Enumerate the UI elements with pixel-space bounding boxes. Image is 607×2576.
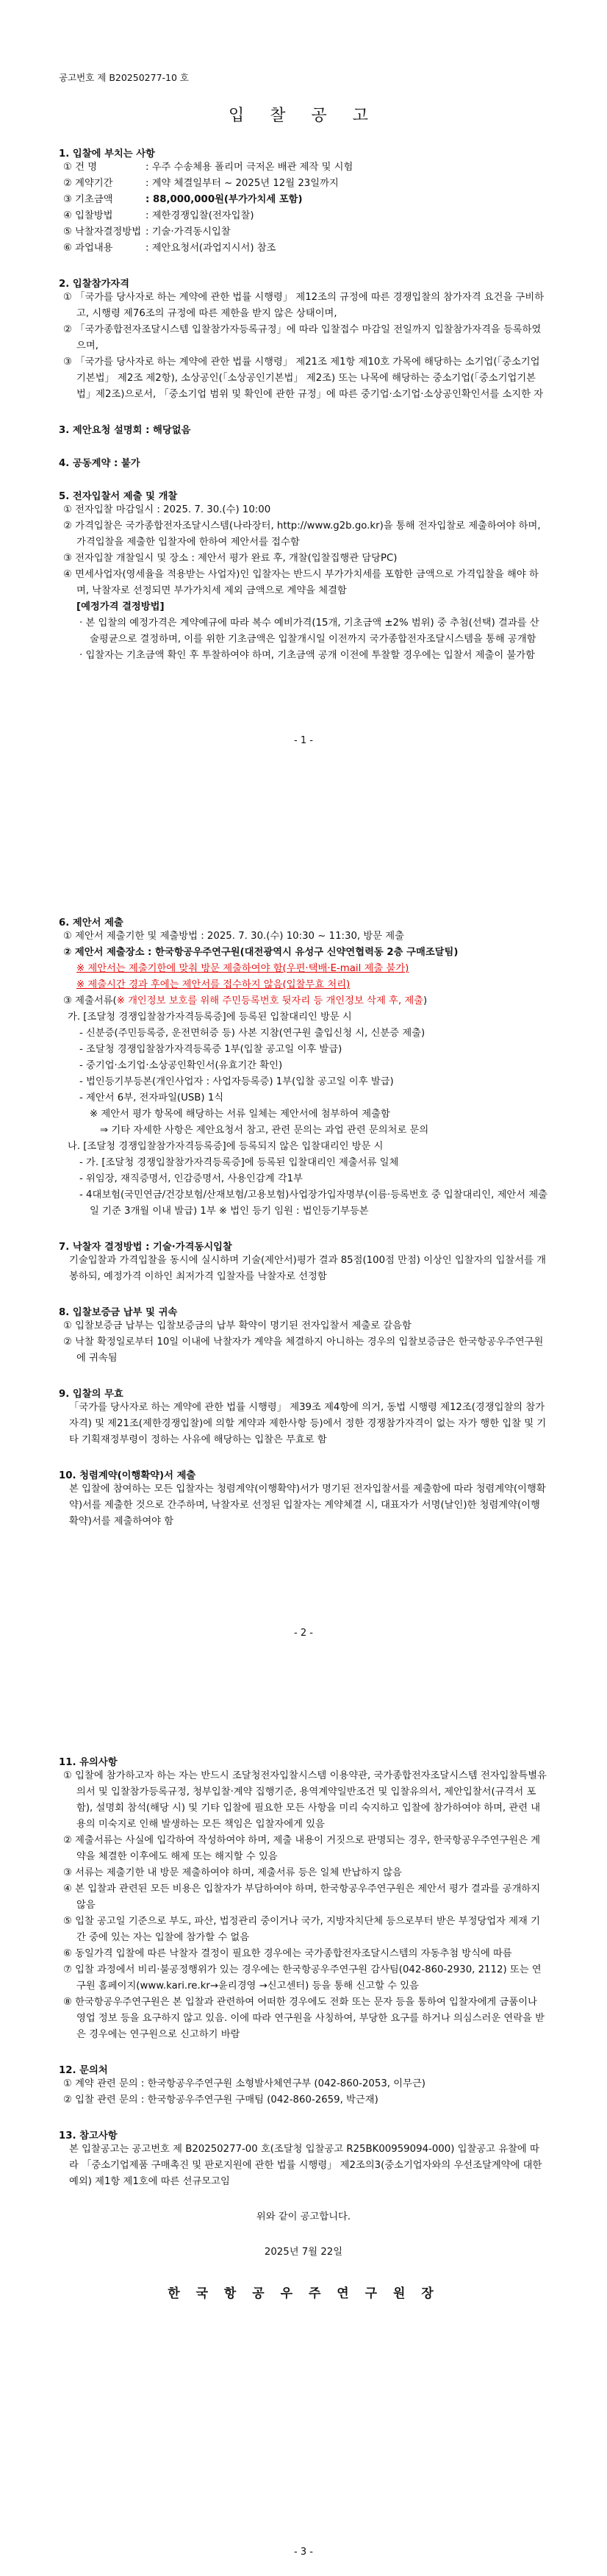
- predef-item: · 본 입찰의 예정가격은 계약예규에 따라 복수 예비가격(15개, 기초금액 ±2% 범위) 중 추첨(선택) 결과를 산술평균으로 결정하며, 이를 위한 기초금액은 입찰개시일 이전까지 국가종합전자조달시스템을 통해 공개함: [79, 618, 539, 645]
- section-6-title: 6. 제안서 제출: [59, 917, 123, 929]
- signer: 한 국 항 공 우 주 연 구 원 장: [168, 2286, 439, 2301]
- page-3: [0, 1720, 607, 2576]
- s6-ga-item: - 법인등기부등본(개인사업자 : 사업자등록증) 1부(입찰 공고일 이후 발급): [79, 1076, 394, 1087]
- page-number: - 3 -: [294, 2547, 313, 2558]
- s5-item: ① 전자입찰 마감일시 : 2025. 7. 30.(수) 10:00: [63, 504, 271, 515]
- s1-item: ⑤ 낙찰자결정방법 : 기술·가격동시입찰: [63, 226, 231, 237]
- section-13-text: 본 입찰공고는 공고번호 제 B20250277-00 호(조달청 입찰공고 R25BK00959094-000) 입찰공고 유찰에 따라 「중소기업제품 구매촉진 및 판로지원에 관한 법률 시행령」 제2조의3(중소기업자와의 우선조달계약에 대한 예외) 제1항 제1호에 따른 선규모고임: [69, 2144, 542, 2187]
- s6-ga-item: - 중기업·소기업·소상공인확인서(유효기간 확인): [79, 1060, 283, 1071]
- section-8-title: 8. 입찰보증금 납부 및 귀속: [59, 1307, 178, 1318]
- section-11-title: 11. 유의사항: [59, 1757, 118, 1768]
- s1-item: ④ 입찰방법 : 제한경쟁입찰(전자입찰): [63, 210, 254, 221]
- s12-item: ② 입찰 관련 문의 : 한국항공우주연구원 구매팀 (042-860-2659, 박근재): [63, 2094, 378, 2105]
- section-11: [59, 1754, 548, 2043]
- section-6: [59, 915, 548, 1220]
- page-3-content: [59, 1754, 548, 2301]
- page-number: - 1 -: [294, 735, 313, 746]
- closing-date: 2025년 7월 22일: [264, 2247, 343, 2258]
- s11-item: ② 제출서류는 사실에 입각하여 작성하여야 하며, 제출 내용이 거짓으로 판명되는 경우, 한국항공우주연구원은 계약을 체결한 이후에도 해제 또는 해지할 수 있음: [63, 1835, 541, 1862]
- s6-ga-note: ※ 제안서 평가 항목에 해당하는 서류 일체는 제안서에 첨부하여 제출함: [90, 1109, 390, 1120]
- s6-ga-item: - 조달청 경쟁입찰참가자격등록증 1부(입찰 공고일 이후 발급): [79, 1044, 342, 1055]
- s6-ga-item: - 신분증(주민등록증, 운전면허증 등) 사본 지참(연구원 출입신청 시, 신분증 제출): [79, 1028, 425, 1039]
- page-number: - 2 -: [294, 1628, 313, 1639]
- section-4: [59, 455, 548, 469]
- s2-item: ② 「국가종합전자조달시스템 입찰참가자등록규정」에 따라 입찰접수 마감일 전일까지 입찰참가자격을 등록하였으며,: [63, 324, 542, 351]
- notice-number: 공고번호 제 B20250277-10 호: [59, 72, 189, 83]
- s6-note: ※ 제출시간 경과 후에는 제안서를 접수하지 않음(입찰무효 처리): [76, 979, 351, 990]
- s6-na-item: - 위임장, 재직증명서, 인감증명서, 사용인감계 각1부: [79, 1173, 303, 1184]
- s11-item: ⑥ 동일가격 입찰에 따른 낙찰자 결정이 필요한 경우에는 국가종합전자조달시스템의 자동추첨 방식에 따름: [63, 1948, 512, 1959]
- page-1: [0, 0, 607, 867]
- page-1-content: [59, 146, 548, 664]
- s6-item: ③ 제출서류(※ 개인정보 보호를 위해 주민등록번호 뒷자리 등 개인정보 삭제 후, 제출): [63, 995, 428, 1006]
- section-7: [59, 1239, 548, 1285]
- section-1: [59, 146, 548, 257]
- section-9-text: 「국가를 당사자로 하는 계약에 관한 법률 시행령」 제39조 제4항에 의거, 동법 시행령 제12조(경쟁입찰의 참가자격) 및 제21조(제한경쟁입찰)에 의할 계약과 제한사항 등)에서 정한 경쟁참가자격이 없는 자가 행한 입찰 및 기타 기획재정부령이 정하는 사유에 해당하는 입찰은 무효로 함: [69, 1402, 547, 1445]
- section-5-title: 5. 전자입찰서 제출 및 개찰: [59, 491, 178, 502]
- section-13: [59, 2128, 548, 2190]
- section-2: [59, 276, 548, 403]
- s1-item: ③ 기초금액 : 88,000,000원(부가가치세 포함): [63, 194, 303, 205]
- section-10: [59, 1467, 548, 1530]
- section-12: [59, 2062, 548, 2108]
- section-9: [59, 1386, 548, 1448]
- s1-item: ⑥ 과업내용 : 제안요청서(과업지시서) 참조: [63, 243, 276, 254]
- document-title: 입 찰 공 고: [229, 107, 378, 125]
- s11-item: ④ 본 입찰과 관련된 모든 비용은 입찰자가 부담하여야 하며, 한국항공우주연구원은 제안서 평가 결과를 공개하지 않음: [63, 1883, 541, 1911]
- section-2-title: 2. 입찰참가자격: [59, 279, 130, 290]
- s11-item: ⑧ 한국항공우주연구원은 본 입찰과 관련하여 어떠한 경우에도 전화 또는 문자 등을 통하여 입찰자에게 금품이나 영업 정보 등을 요구하지 않고 있음. 이에 따라 연구원을 사칭하여, 부당한 요구를 하거나 의심스러운 연락을 받은 경우에는 연구원으로 신고하기 바람: [63, 1997, 545, 2040]
- section-9-title: 9. 입찰의 무효: [59, 1389, 123, 1400]
- section-7-text: 기술입찰과 가격입찰을 동시에 실시하며 기술(제안서)평가 결과 85점(100점 만점) 이상인 입찰자의 입찰서를 개봉하되, 예정가격 이하인 최저가격 입찰자를 낙찰자로 선정함: [69, 1255, 547, 1282]
- section-7-title: 7. 낙찰자 결정방법 : 기술·가격동시입찰: [59, 1242, 232, 1253]
- s6-sub-ga: 가. [조달청 경쟁입찰참가자격등록증]에 등록된 입찰대리인 방문 시: [68, 1012, 352, 1023]
- closing-phrase: 위와 같이 공고합니다.: [256, 2211, 351, 2222]
- section-10-title: 10. 청렴계약(이행확약)서 제출: [59, 1470, 196, 1481]
- section-12-title: 12. 문의처: [59, 2065, 108, 2076]
- s2-item: ① 「국가를 당사자로 하는 계약에 관한 법률 시행령」 제12조의 규정에 따른 경쟁입찰의 참가자격 요건을 구비하고, 시행령 제76조의 규정에 따른 제한을 받지 않은 상태이며,: [63, 292, 545, 319]
- s6-note: ※ 제안서는 제출기한에 맞춰 방문 제출하여야 함(우편·택배·E-mail 제출 불가): [76, 963, 409, 974]
- s6-ga-note: ⇒ 기타 자세한 사항은 제안요청서 참고, 관련 문의는 과업 관련 문의처로 문의: [100, 1125, 429, 1136]
- s11-item: ⑦ 입찰 과정에서 비리·불공정행위가 있는 경우에는 한국항공우주연구원 감사팀(042-860-2930, 2112) 또는 연구원 홈페이지(www.kari.re.kr→윤리경영 →신고센터) 등을 통해 신고할 수 있음: [63, 1964, 542, 1992]
- section-10-text: 본 입찰에 참여하는 모든 입찰자는 청렴계약(이행확약)서가 명기된 전자입찰서를 제출함에 따라 청렴계약(이행확약)서를 제출한 것으로 간주하며, 낙찰자로 선정된 입찰자는 계약체결 시, 대표자가 서명(날인)한 청렴계약(이행확약)서를 제출하여야 함: [69, 1484, 546, 1527]
- s11-item: ③ 서류는 제출기한 내 방문 제출하여야 하며, 제출서류 등은 일체 반납하지 않음: [63, 1867, 402, 1878]
- section-5: [59, 488, 548, 664]
- section-8: [59, 1304, 548, 1367]
- s5-item: ④ 면세사업자(영세율을 적용받는 사업자)인 입찰자는 반드시 부가가치세를 포함한 금액으로 가격입찰을 해야 하며, 낙찰자로 선정되면 부가가치세 제외 금액으로 계약을 체결함: [63, 569, 539, 596]
- s6-item: ① 제안서 제출기한 및 제출방법 : 2025. 7. 30.(수) 10:30 ~ 11:30, 방문 제출: [63, 931, 404, 942]
- s6-ga-item: - 제안서 6부, 전자파일(USB) 1식: [79, 1092, 224, 1103]
- s12-item: ① 계약 관련 문의 : 한국항공우주연구원 소형발사체연구부 (042-860-2053, 이무근): [63, 2078, 425, 2089]
- section-13-title: 13. 참고사항: [59, 2130, 118, 2142]
- s1-item: ① 건 명 : 우주 수송체용 폴리머 극저온 배관 제작 및 시험: [63, 162, 353, 173]
- page-2: [0, 867, 607, 1720]
- s2-item: ③ 「국가를 당사자로 하는 계약에 관한 법률 시행령」 제21조 제1항 제10호 가목에 해당하는 소기업(「중소기업기본법」 제2조 제2항), 소상공인(「소상공인기본법」 제2조) 또는 나목에 해당하는 중소기업(「중소기업기본법」제2조)으로서, 「중소기업 범위 및 확인에 관한 규정」에 따른 중기업·소기업·소상공인확인서를 소지한 자: [63, 357, 544, 400]
- s6-item: ② 제안서 제출장소 : 한국항공우주연구원(대전광역시 유성구 신약연협력동 2층 구매조달팀): [63, 947, 459, 958]
- predef-title: [예정가격 결정방법]: [76, 601, 165, 612]
- s5-item: ③ 전자입찰 개찰일시 및 장소 : 제안서 평가 완료 후, 개찰(입찰집행관 담당PC): [63, 553, 398, 564]
- s6-na-item: - 4대보험(국민연금/건강보험/산재보험/고용보험)사업장가입자명부(이름·등록번호 중 입찰대리인, 제안서 제출일 기준 3개월 이내 발급) 1부 ※ 법인 등기 임원 : 법인등기부등본: [79, 1189, 548, 1217]
- predef-item: · 입찰자는 기초금액 확인 후 투찰하여야 하며, 기초금액 공개 이전에 투찰할 경우에는 입찰서 제출이 불가함: [79, 650, 535, 661]
- section-1-title: 1. 입찰에 부치는 사항: [59, 149, 155, 160]
- s8-item: ① 입찰보증금 납부는 입찰보증금의 납부 확약이 명기된 전자입찰서 제출로 갈음함: [63, 1320, 412, 1331]
- s5-item: ② 가격입찰은 국가종합전자조달시스템(나라장터, http://www.g2b.go.kr)을 통해 전자입찰로 제출하여야 하며, 가격입찰을 제출한 입찰자에 한하여 제안서를 접수함: [63, 520, 541, 548]
- page-2-content: [59, 915, 548, 1530]
- s6-na-item: - 가. [조달청 경쟁입찰참가자격등록증]에 등록된 입찰대리인 제출서류 일체: [79, 1157, 399, 1168]
- section-4-title: 4. 공동계약 : 불가: [59, 458, 140, 469]
- s6-sub-na: 나. [조달청 경쟁입찰참가자격등록증]에 등록되지 않은 입찰대리인 방문 시: [68, 1141, 384, 1152]
- s11-item: ⑤ 입찰 공고일 기준으로 부도, 파산, 법정관리 중이거나 국가, 지방자치단체 등으로부터 받은 부정당업자 제재 기간 중에 있는 자는 입찰에 참가할 수 없음: [63, 1916, 540, 1943]
- s8-item: ② 낙찰 확정일로부터 10일 이내에 낙찰자가 계약을 체결하지 아니하는 경우의 입찰보증금은 한국항공우주연구원에 귀속됨: [63, 1337, 544, 1364]
- s1-item: ② 계약기간 : 계약 체결일부터 ~ 2025년 12월 23일까지: [63, 178, 339, 189]
- section-3: [59, 422, 548, 436]
- section-3-title: 3. 제안요청 설명회 : 해당없음: [59, 425, 191, 436]
- s11-item: ① 입찰에 참가하고자 하는 자는 반드시 조달청전자입찰시스템 이용약관, 국가종합전자조달시스템 전자입찰특별유의서 및 입찰참가등록규정, 청부입찰·계약 집행기준, 용역계약일반조건 및 입찰유의서, 제안입찰서(규격서 포함), 설명회 참석(해당 시) 및 기타 입찰에 필요한 모든 사항을 미리 숙지하고 입찰에 참가하여야 하며, 관련 내용의 미숙지로 인해 발생하는 모든 책임은 입찰자에게 있음: [63, 1770, 547, 1830]
